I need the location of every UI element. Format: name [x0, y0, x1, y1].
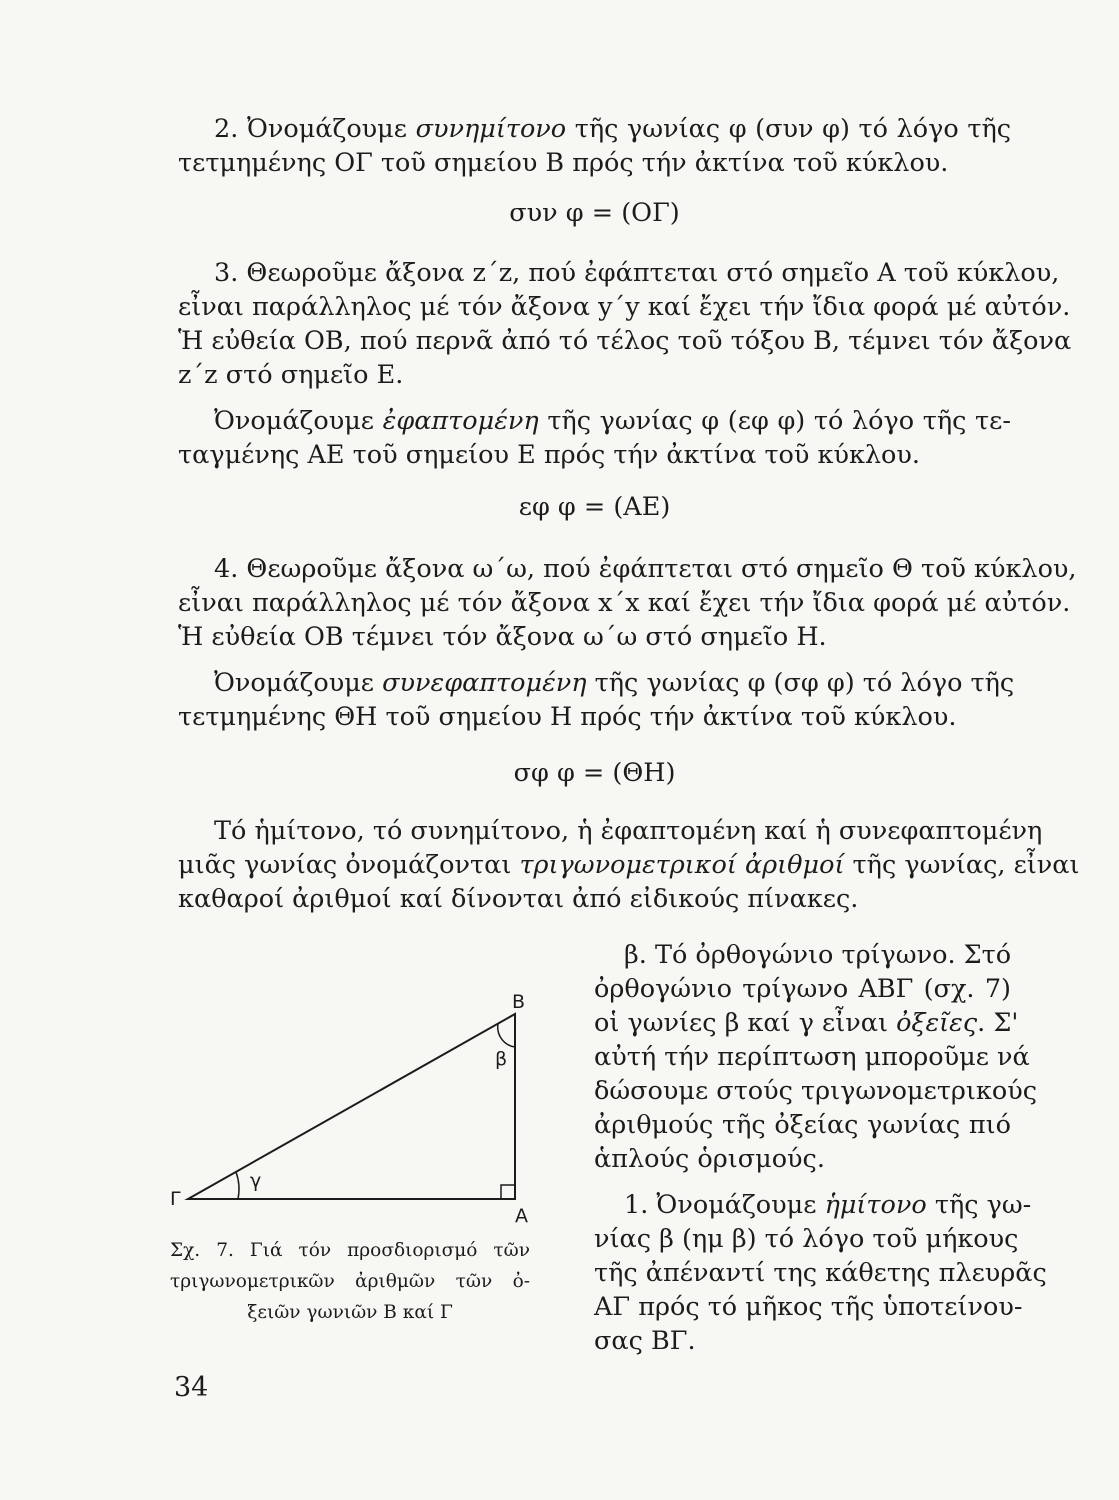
- figure-caption: [170, 1235, 530, 1328]
- summary-line1: Τό ἡμίτονο, τό συνημίτονο, ἡ ἐφαπτομένη καί ἡ συνεφαπτομένη: [214, 816, 1043, 846]
- term-tangent: ἐφαπτομένη: [382, 406, 539, 436]
- vertex-label-a: Α: [515, 1205, 528, 1225]
- right-triangle-figure: [168, 985, 538, 1225]
- caption-line1: Σχ. 7. Γιά τόν προσδιορισμό τῶν: [170, 1240, 530, 1261]
- summary-line2: μιᾶς γωνίας ὀνομάζονται τριγωνομετρικοί ἀριθμοί τῆς γωνίας, εἶναι: [178, 850, 1080, 880]
- para4-line2: εἶναι παράλληλος μέ τόν ἄξονα x΄x καί ἔχει τήν ἴδια φορά μέ αὐτόν.: [178, 588, 1071, 618]
- right-column: [594, 938, 1047, 1358]
- triangle-abg: [188, 1014, 515, 1199]
- right-line4: αὐτή τήν περίπτωση μποροῦμε νά: [594, 1042, 1030, 1072]
- right-line2: ὀρθογώνιο τρίγωνο ΑΒΓ (σχ. 7): [594, 974, 1011, 1004]
- para3-line4: z΄z στό σημεῖο Ε.: [178, 360, 404, 390]
- para3-line1: 3. Θεωροῦμε ἄξονα z΄z, πού ἐφάπτεται στό σημεῖο Α τοῦ κύκλου,: [214, 258, 1060, 288]
- right-line12: σας ΒΓ.: [594, 1326, 696, 1356]
- right-line1: β. Τό ὀρθογώνιο τρίγωνο. Στό: [624, 940, 1012, 970]
- right-line11: ΑΓ πρός τό μῆκος τῆς ὑποτείνου-: [594, 1292, 1023, 1322]
- term-cotangent: συνεφαπτομένη: [382, 668, 587, 698]
- summary-line3: καθαροί ἀριθμοί καί δίνονται ἀπό εἰδικούς πίνακες.: [178, 884, 859, 914]
- term-trig-numbers: τριγωνομετρικοί ἀριθμοί: [519, 850, 845, 880]
- right-line7: ἁπλούς ὁρισμούς.: [594, 1144, 825, 1174]
- term-cosine: συνημίτονο: [415, 114, 567, 144]
- angle-label-beta: β: [495, 1048, 508, 1070]
- equation-cosine: συν φ = (ΟΓ): [509, 198, 680, 228]
- para4-line3: Ἡ εὐθεία ΟΒ τέμνει τόν ἄξονα ω΄ω στό σημεῖο Η.: [178, 622, 827, 652]
- para3-line3: Ἡ εὐθεία ΟΒ, πού περνᾶ ἀπό τό τέλος τοῦ τόξου Β, τέμνει τόν ἄξονα: [178, 326, 1072, 356]
- para4-line1: 4. Θεωροῦμε ἄξονα ω΄ω, πού ἐφάπτεται στό σημεῖο Θ τοῦ κύκλου,: [214, 554, 1077, 584]
- term-sine: ἡμίτονο: [824, 1190, 927, 1220]
- para3-line2: εἶναι παράλληλος μέ τόν ἄξονα y΄y καί ἔχει τήν ἴδια φορά μέ αὐτόν.: [178, 292, 1071, 322]
- angle-beta-arc: [498, 1024, 515, 1047]
- term-acute: ὀξεῖες: [896, 1008, 978, 1038]
- equation-tangent: εφ φ = (ΑΕ): [518, 492, 671, 522]
- tangent-line2: ταγμένης ΑΕ τοῦ σημείου Ε πρός τήν ἀκτίνα τοῦ κύκλου.: [178, 440, 921, 470]
- para2-line2: τετμημένης ΟΓ τοῦ σημείου Β πρός τήν ἀκτίνα τοῦ κύκλου.: [178, 148, 949, 178]
- right-line5: δώσουμε στούς τριγωνομετρικούς: [594, 1076, 1037, 1106]
- angle-gamma-arc: [236, 1172, 239, 1199]
- right-line10: τῆς ἀπέναντί της κάθετης πλευρᾶς: [594, 1258, 1047, 1288]
- angle-label-gamma: γ: [250, 1170, 262, 1192]
- para2-line1: 2. Ὀνομάζουμε συνημίτονο τῆς γωνίας φ (συν φ) τό λόγο τῆς: [214, 114, 1012, 144]
- right-line3: οἱ γωνίες β καί γ εἶναι ὀξεῖες. Σ': [594, 1008, 1019, 1038]
- right-line9: νίας β (ημ β) τό λόγο τοῦ μήκους: [594, 1224, 1019, 1254]
- vertex-label-g: Γ: [170, 1188, 181, 1210]
- caption-line2: τριγωνομετρικῶν ἀριθμῶν τῶν ὀ-: [170, 1271, 530, 1292]
- cotangent-line2: τετμημένης ΘΗ τοῦ σημείου Η πρός τήν ἀκτίνα τοῦ κύκλου.: [178, 702, 957, 732]
- caption-line3: ξειῶν γωνιῶν Β καί Γ: [247, 1302, 453, 1323]
- page-number: 34: [174, 1372, 209, 1403]
- tangent-line1: Ὀνομάζουμε ἐφαπτομένη τῆς γωνίας φ (εφ φ) τό λόγο τῆς τε-: [214, 406, 1011, 436]
- equation-cotangent: σφ φ = (ΘΗ): [513, 758, 676, 788]
- cotangent-line1: Ὀνομάζουμε συνεφαπτομένη τῆς γωνίας φ (σφ φ) τό λόγο τῆς: [214, 668, 1015, 698]
- right-angle-mark: [501, 1185, 515, 1199]
- right-line8: 1. Ὀνομάζουμε ἡμίτονο τῆς γω-: [624, 1190, 1032, 1220]
- right-line6: ἀριθμούς τῆς ὀξείας γωνίας πιό: [594, 1110, 1011, 1140]
- vertex-label-b: Β: [512, 991, 526, 1013]
